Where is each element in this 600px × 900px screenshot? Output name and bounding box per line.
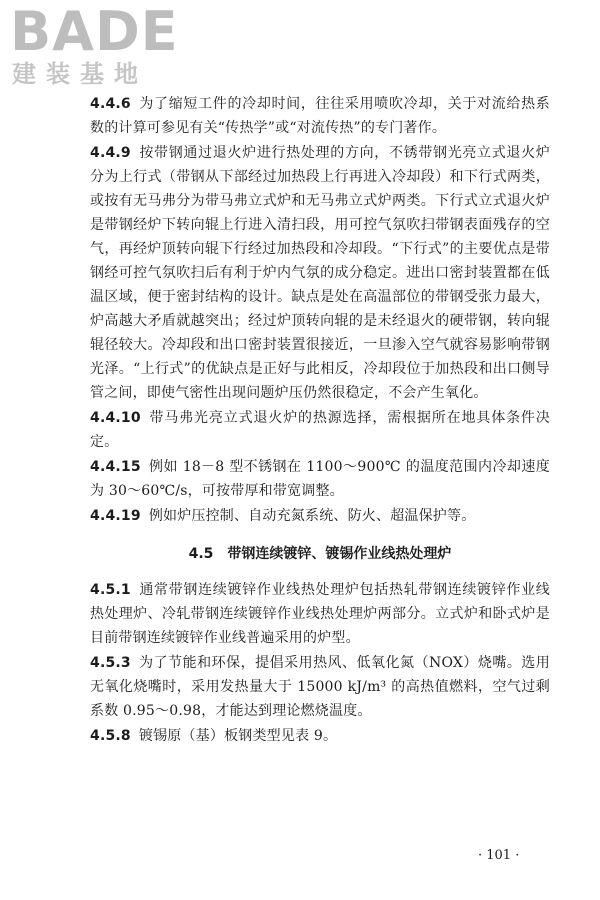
clause-text: 带马弗光亮立式退火炉的热源选择，需根据所在地具体条件决定。 — [90, 410, 550, 450]
paragraph-4-5-8 — [90, 724, 550, 748]
clause-number: 4.5.1 — [90, 582, 131, 598]
clause-number: 4.4.15 — [90, 459, 141, 475]
paragraph-4-4-6 — [90, 92, 550, 140]
clause-text: 为了缩短工件的冷却时间，往往采用喷吹冷却，关于对流给热系数的计算可参见有关“传热学”或“对流传热”的专门著作。 — [90, 96, 550, 136]
section-heading — [90, 542, 550, 566]
logo-wordmark: BADE — [10, 0, 179, 63]
clause-text: 为了节能和环保，提倡采用热风、低氧化氮（NOX）烧嘴。选用无氧化烧嘴时，采用发热量大于 15000 kJ/m³ 的高热值燃料，空气过剩系数 0.95～0.98，才能达到理论燃烧温度。 — [90, 655, 550, 719]
clause-text: 例如炉压控制、自动充氮系统、防火、超温保护等。 — [148, 508, 476, 524]
clause-number: 4.5.3 — [90, 655, 131, 671]
clause-number: 4.4.19 — [90, 508, 141, 524]
clause-text: 按带钢通过退火炉进行热处理的方向，不锈带钢光亮立式退火炉分为上行式（带钢从下部经过加热段上行再进入冷却段）和下行式两类，或按有无马弗分为带马弗立式炉和无马弗立式炉两类。下行式立式退火炉是带钢经炉下转向辊上行进入清扫段，用可控气氛吹扫带钢表面残存的空气，再经炉顶转向辊下行经过加热段和冷却段。“下行式”的主要优点是带钢经可控气氛吹扫后有利于炉内气氛的成分稳定。进出口密封装置都在低温区域，便于密封结构的设计。缺点是处在高温部位的带钢受张力最大，炉高越大矛盾就越突出；经过炉顶转向辊的是未经退火的硬带钢，转向辊辊径较大。冷却段和出口密封装置很接近，一旦渗入空气就容易影响带钢光泽。“上行式”的优缺点是正好与此相反，冷却段位于加热段和出口侧导管之间，即使气密性出现问题炉压仍然很稳定，不会产生氧化。 — [90, 145, 550, 401]
bade-logo — [10, 0, 180, 94]
logo-subtitle: 建装基地 — [12, 60, 148, 88]
paragraph-4-4-15 — [90, 455, 550, 503]
clause-text: 例如 18－8 型不锈钢在 1100～900℃ 的温度范围内冷却速度为 30～60℃/s，可按带厚和带宽调整。 — [90, 459, 550, 499]
paragraph-4-5-1 — [90, 578, 550, 650]
document-body — [90, 92, 550, 749]
clause-number: 4.5.8 — [90, 728, 131, 744]
clause-text: 镀锡原（基）板钢类型见表 9。 — [138, 728, 338, 744]
clause-number: 4.4.6 — [90, 96, 131, 112]
clause-number: 4.4.9 — [90, 145, 131, 161]
section-title-text: 带钢连续镀锌、镀锡作业线热处理炉 — [227, 546, 452, 562]
page-number: · 101 · — [478, 848, 520, 863]
clause-text: 通常带钢连续镀锌作业线热处理炉包括热轧带钢连续镀锌作业线热处理炉、冷轧带钢连续镀锌作业线热处理炉两部分。立式炉和卧式炉是目前带钢连续镀锌作业线普遍采用的炉型。 — [90, 582, 550, 646]
paragraph-4-4-19 — [90, 504, 550, 528]
section-number: 4.5 — [188, 546, 214, 562]
clause-number: 4.4.10 — [90, 410, 141, 426]
paragraph-4-4-10 — [90, 406, 550, 454]
paragraph-4-5-3 — [90, 651, 550, 723]
paragraph-4-4-9 — [90, 141, 550, 405]
